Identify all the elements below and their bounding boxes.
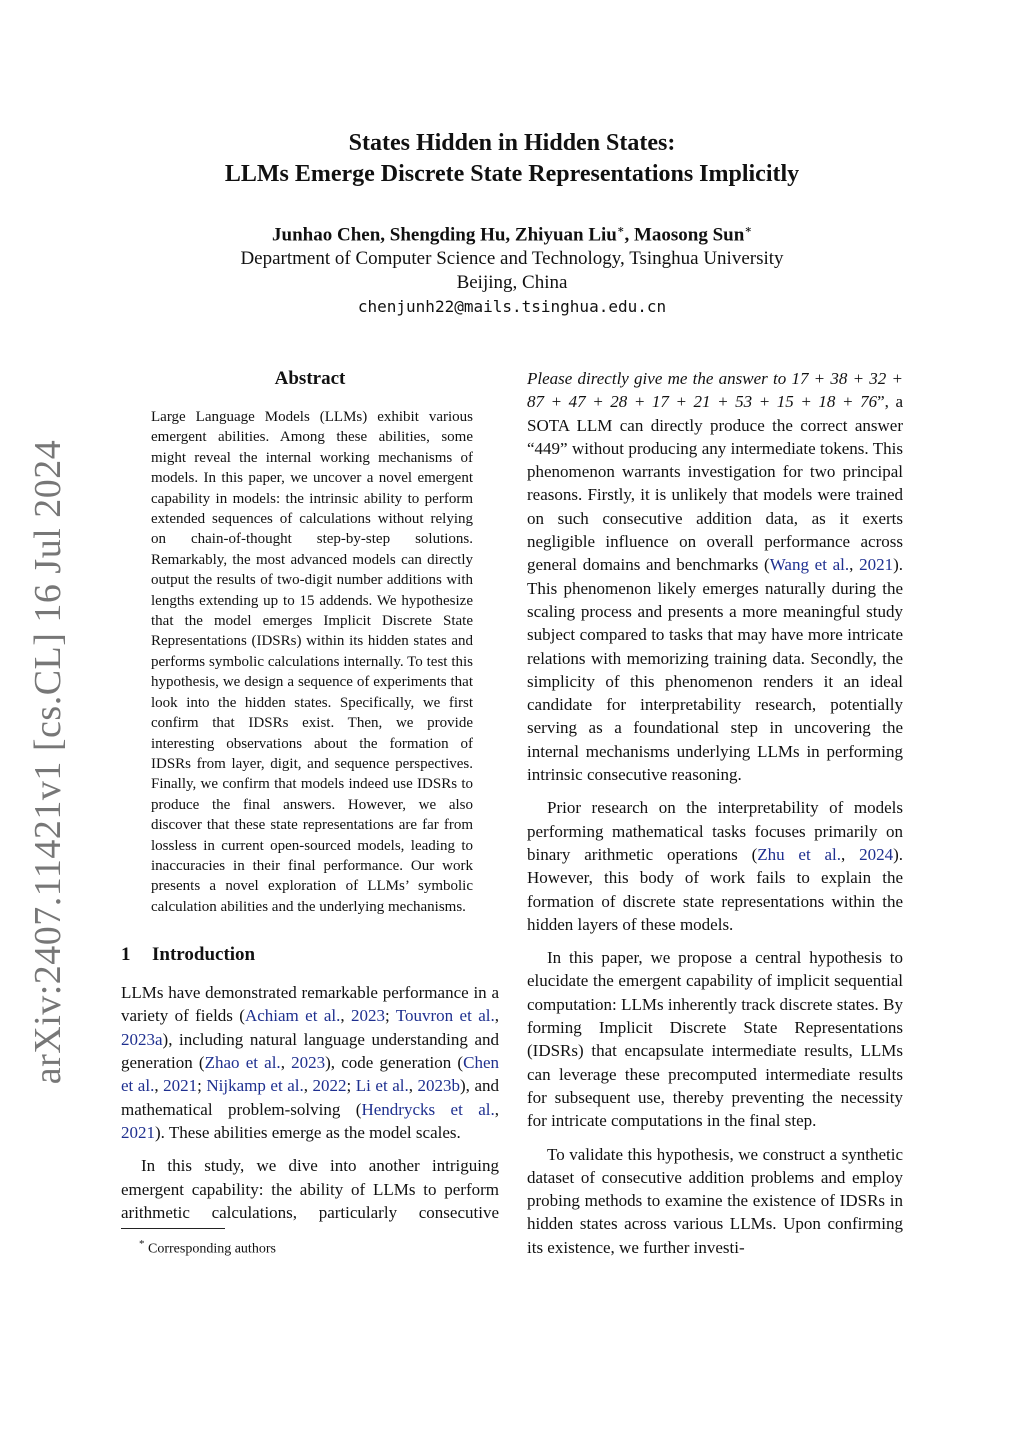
citation-link[interactable]: 2021 xyxy=(121,1122,155,1142)
footnote-rule xyxy=(121,1228,225,1229)
intro-paragraph-3: Prior research on the interpretability of models performing mathematical tasks focuses primarily on binary arithmetic operations (Zhu et al., 2024). However, this body of work fails to explain the formation of discrete state representations within the hidden layers of these models. xyxy=(527,798,903,934)
affiliation: Department of Computer Science and Technology, Tsinghua University xyxy=(240,248,784,270)
intro-paragraph-1: LLMs have demonstrated remarkable performance in a variety of fields (Achiam et al., 2023; Touvron et al., 2023a), including natural language understanding and generation (Zhao et al., 2023), code generation (Chen et al., 2021; Nijkamp et al., 2022; Li et al., 2023b), and mathematical problem-solving (Hendrycks et al., 2021). These abilities emerge as the model scales. xyxy=(121,983,500,1142)
section-title: Introduction xyxy=(152,944,256,966)
authors-part-1: Junhao Chen, Shengding Hu, Zhiyuan Liu xyxy=(272,224,617,246)
arxiv-sidebar-stamp xyxy=(27,439,69,1085)
intro-paragraph-5: To validate this hypothesis, we construct a synthetic dataset of consecutive addition problems and employ probing methods to examine the existence of IDSRs in hidden states across various LLMs. Upon confirming its existence, we further investi- xyxy=(527,1144,903,1257)
intro-paragraph-2-start: In this study, we dive into another intriguing emergent capability: the ability of LLMs to perform arithmetic calculations, particularly consecutive xyxy=(121,1156,499,1222)
author-block xyxy=(0,218,1024,319)
citation-link[interactable]: 2021 xyxy=(859,555,894,575)
example-question: Please directly give me the answer to 17 + 38 + 32 + 87 + 47 + 28 + 17 + 21 + 53 + 15 + 18 + 76 xyxy=(527,369,903,412)
corresponding-mark-1: ∗ xyxy=(616,224,625,236)
footnote-mark: * xyxy=(139,1238,145,1251)
citation-link[interactable]: 2023b xyxy=(417,1076,461,1096)
citation-link[interactable]: Hendrycks et al. xyxy=(361,1099,495,1119)
citation-link[interactable]: 2023 xyxy=(291,1053,326,1073)
right-column xyxy=(527,367,903,1269)
arxiv-identifier: arXiv:2407.11421v1 [cs.CL] 16 Jul 2024 xyxy=(27,439,69,1085)
email: chenjunh22@mails.tsinghua.edu.cn xyxy=(357,297,667,317)
citation-link[interactable]: Wang et al. xyxy=(769,555,850,575)
left-column xyxy=(121,367,499,1259)
section-heading-introduction xyxy=(121,943,499,967)
citation-link[interactable]: Nijkamp et al. xyxy=(206,1076,304,1096)
citation-link[interactable]: 2022 xyxy=(312,1076,347,1096)
location: Beijing, China xyxy=(456,272,568,294)
title-line-2: LLMs Emerge Discrete State Representations Implicitly xyxy=(224,161,800,187)
citation-link[interactable]: Touvron et al. xyxy=(395,1006,495,1026)
footnote-text: Corresponding authors xyxy=(148,1241,276,1257)
title-line-1: States Hidden in Hidden States: xyxy=(348,130,676,156)
citation-link[interactable]: Zhao et al. xyxy=(204,1053,281,1073)
abstract-text: Large Language Models (LLMs) exhibit various emergent abilities. Among these abilities, some might reveal the internal working mechanisms of models. In this paper, we uncover a novel emergent capability in models: the intrinsic ability to perform extended sequences of calculations without relying on chain-of-thought step-by-step solutions. Remarkably, the most advanced models can directly output the results of two-digit number additions with lengths extending up to 15 addends. We hypothesize that the model emerges Implicit Discrete State Representations (IDSRs) within its hidden states and performs symbolic calculations internally. To test this hypothesis, we design a sequence of experiments that look into the hidden states. Specifically, we first confirm that IDSRs exist. Then, we provide interesting observations about the formation of IDSRs from layer, digit, and sequence perspectives. Finally, we confirm that models indeed use IDSRs to produce the final answers. However, we also discover that these state representations are far from lossless in current open-sourced models, leading to inaccuracies in their final performance. Our work presents a novel exploration of LLMs’ symbolic calculation abilities and the underlying mechanisms. xyxy=(151,409,473,915)
citation-link[interactable]: Chen et al. xyxy=(121,1053,499,1096)
citation-link[interactable]: Li et al. xyxy=(355,1076,409,1096)
citation-link[interactable]: 2023 xyxy=(351,1006,385,1026)
citation-link[interactable]: Achiam et al. xyxy=(244,1006,341,1026)
intro-paragraph-2-continued: Please directly give me the answer to 17 + 38 + 32 + 87 + 47 + 28 + 17 + 21 + 53 + 15 + 18 + 76”, a SOTA LLM can directly produce the correct answer “449” without producing any intermediate tokens. This phenomenon warrants investigation for two principal reasons. Firstly, it is unlikely that models were trained on such consecutive addition data, as it exerts negligible influence on overall performance across general domains and benchmarks (Wang et al., 2021). This phenomenon likely emerges naturally during the scaling process and presents a more meaningful study subject compared to tasks that may have more intricate relations with memorizing training data. Secondly, the simplicity of this phenomenon renders it an ideal candidate for interpretability research, potentially serving as a foundational step in uncovering the internal mechanisms underlying LLMs in performing intrinsic consecutive reasoning. xyxy=(527,369,903,785)
authors-part-2: , Maosong Sun xyxy=(624,224,745,246)
corresponding-mark-2: ∗ xyxy=(744,224,752,236)
footnote xyxy=(121,1235,499,1259)
intro-paragraph-4: In this paper, we propose a central hypothesis to elucidate the emergent capability of implicit sequential computation: LLMs inherently track discrete states. By forming Implicit Discrete State Representations (IDSRs) that encapsulate intermediate results, LLMs can leverage these precomputed intermediate results for subsequent use, thereby preventing the necessity for intricate computations in the final step. xyxy=(527,948,903,1131)
citation-link[interactable]: Zhu et al. xyxy=(757,844,842,864)
paper-title xyxy=(0,128,1024,190)
citation-link[interactable]: 2023a xyxy=(121,1029,163,1049)
abstract-heading: Abstract xyxy=(274,368,346,389)
citation-link[interactable]: 2021 xyxy=(163,1076,198,1096)
citation-link[interactable]: 2024 xyxy=(859,844,894,864)
author-names xyxy=(0,218,1024,247)
section-number: 1 xyxy=(121,944,131,966)
